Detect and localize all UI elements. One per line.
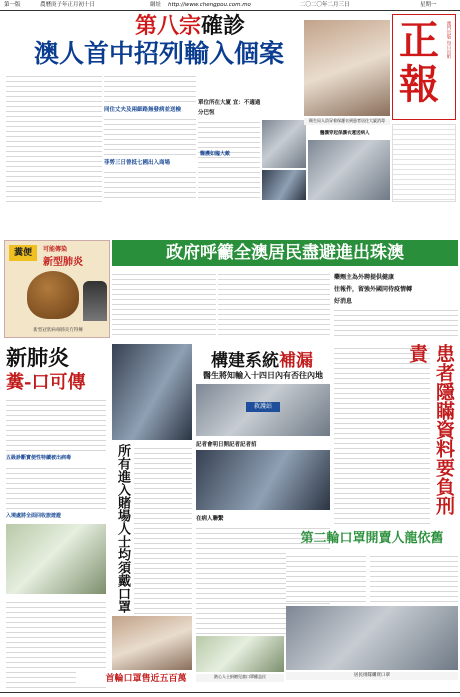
website-label: 網址: [150, 2, 162, 8]
center-photo-press: [196, 450, 330, 510]
right-col-body: [334, 344, 430, 524]
lead-body-col2: [104, 72, 196, 102]
left-section-2: 入境處將全面回收旅遊證: [6, 513, 62, 519]
left-section-1: 五級診斷實便性特續被出病毒: [6, 455, 72, 461]
lead-photo-caption: 衛生局人員穿着保護衣到患者居住大廈消毒: [304, 118, 390, 125]
lead-photo-lift: [262, 170, 306, 200]
banner-text: 政府呼籲全澳居民盡避進出珠澳: [166, 243, 404, 263]
right-bottom-body: [286, 552, 366, 602]
center-headline-red: 補漏: [279, 351, 313, 371]
masthead-strip: [0, 0, 460, 11]
logo-box: [392, 14, 456, 120]
lead-subhead-3: 單位所在大廈 宜：不適過: [198, 100, 261, 106]
promo-title-small: 可能傳染: [43, 246, 68, 253]
lead-body-col3: [198, 118, 260, 202]
logo-side-info: 澳門出版 每日出紙: [446, 21, 451, 59]
lead-headline: 澳人首中招列輸入個案: [33, 39, 284, 68]
publisher-info: [392, 124, 456, 202]
sign-label: 救護站: [246, 402, 280, 412]
casino-body: [134, 444, 192, 614]
center-bottom-photo-donation: [196, 636, 284, 672]
lead-subhead-4: 分巴恆: [198, 110, 215, 116]
page-bottom-rule: [0, 692, 460, 693]
promo-box: [4, 240, 110, 338]
center-headline-black: 構建系統: [211, 351, 279, 371]
logo-char-1: 正: [399, 17, 439, 64]
lead-photo-door: [262, 120, 306, 168]
promo-tag: 糞便: [9, 245, 37, 261]
left-subheadline: 糞-口可傳: [6, 372, 86, 393]
logo-char-2: 報: [399, 61, 439, 108]
lead-subhead-6: 菲勞三日曾抵七國出入商場: [104, 160, 171, 166]
page-number: 第一版: [4, 2, 21, 8]
person-photo: [83, 281, 107, 321]
lunar-date: 農曆庚子年正月初十日: [40, 2, 96, 8]
left-body-2: [6, 464, 106, 510]
left-headline: 新肺炎: [6, 345, 69, 370]
poop-icon: [27, 271, 79, 319]
center-body-top: [218, 270, 330, 338]
section-good-news-1: 藥劑主為外聘提供健康: [334, 274, 395, 281]
lead-kicker: [70, 13, 310, 39]
weekday: 星期一: [420, 2, 437, 8]
lead-body-col1: [6, 72, 102, 202]
center-headline: [196, 346, 328, 371]
center-subhead: 醫生將知輸入十四日內有否往內地: [203, 371, 323, 380]
issue-date: 二〇二〇年二月三日: [300, 2, 350, 8]
casino-vertical-heading: 所有進入賭場人士均須戴口罩: [115, 444, 130, 613]
bottom-bar: 首輪口罩售近五百萬: [76, 672, 216, 686]
banner: [112, 240, 458, 266]
right-bottom-photo-queue: [286, 606, 458, 670]
lead-body-col2c: [104, 168, 196, 202]
lead-subhead-1: 同住丈夫及兩細路無發病並送檢: [104, 107, 182, 113]
left-photo-queue: [6, 524, 106, 594]
left-body-1: [6, 396, 106, 452]
right-vertical-headline: 患者隱瞞資料要負刑責: [406, 344, 455, 515]
kicker-black: 確診: [201, 13, 246, 39]
lead-photo-building: [308, 140, 390, 200]
right-body-top: [334, 306, 458, 338]
promo-title-big: 新型肺炎: [43, 257, 83, 268]
casino-photo: [112, 344, 192, 440]
lead-photo-staff: [304, 20, 390, 116]
lead-subhead-5: 醫護穿起保護衣運送病人: [320, 131, 370, 136]
casino-photo-2: [112, 616, 192, 670]
left-col-body-top: [112, 270, 216, 338]
center-section-4: 記者會明日開記者記者招: [196, 442, 257, 448]
right-bottom-body-2: [370, 552, 458, 602]
right-bottom-headline: 第二輪口罩開賣人龍依舊: [300, 531, 444, 546]
lead-subhead-2: 醫護如臨大敵: [200, 151, 231, 157]
bottom-caption-2: 居民排隊購買口罩: [286, 672, 458, 680]
promo-footer: 新型冠狀病毒肺炎冇得傳: [33, 328, 83, 333]
center-section-5: 在病人聯繫: [196, 516, 224, 522]
center-photo-sign: [196, 384, 330, 436]
lead-body-col2b: [104, 115, 196, 155]
website-link[interactable]: http://www.chengpou.com.mo: [168, 2, 251, 8]
kicker-red: 第八宗: [134, 13, 201, 39]
section-good-news-3: 好消息: [334, 298, 353, 305]
section-good-news-2: 往報件，留強外國同待疫情轉: [334, 286, 413, 293]
bottom-caption-1: 熱心人士捐贈兒童口罩權益民: [196, 674, 284, 682]
